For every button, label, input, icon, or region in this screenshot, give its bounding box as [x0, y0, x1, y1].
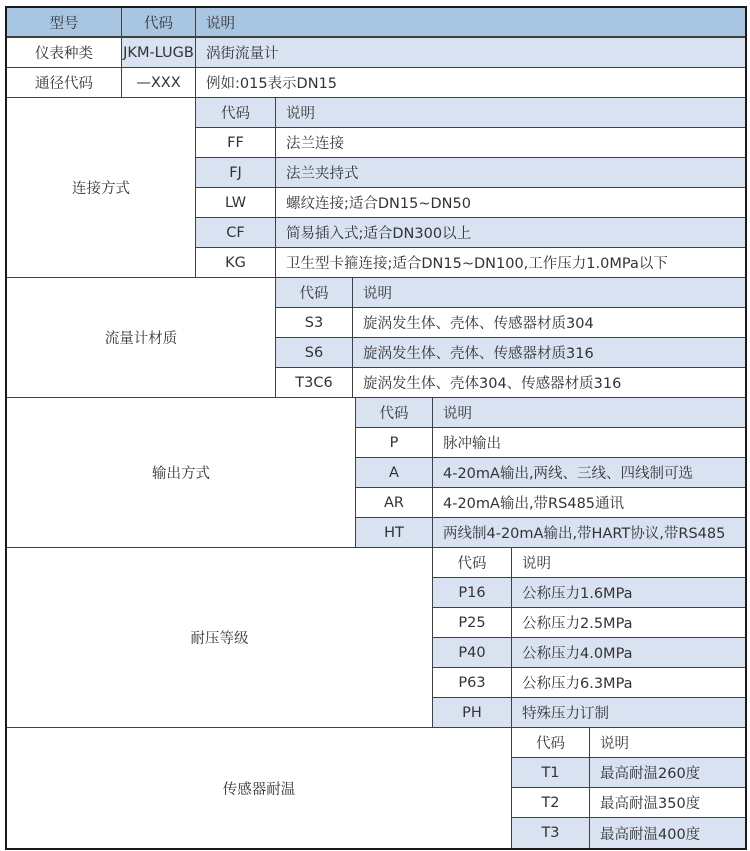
- section-label: 流量计材质: [7, 278, 276, 398]
- desc-cell: 法兰连接: [276, 128, 745, 158]
- desc-cell: 脉冲输出: [433, 428, 745, 458]
- code-cell: HT: [356, 518, 433, 548]
- nested-column-header-code: 代码: [356, 398, 433, 428]
- desc-cell: 公称压力1.6MPa: [512, 578, 745, 608]
- section-label: 传感器耐温: [7, 728, 512, 848]
- desc-cell: 最高耐温260度: [590, 758, 745, 788]
- code-cell: KG: [196, 248, 276, 278]
- section-connection-type: [7, 98, 745, 278]
- column-header-model: 型号: [7, 8, 122, 38]
- code-cell: P: [356, 428, 433, 458]
- desc-cell: 例如:015表示DN15: [196, 68, 745, 98]
- nested-header-row: [512, 728, 745, 758]
- row-label: 通径代码: [7, 68, 122, 98]
- desc-cell: 公称压力2.5MPa: [512, 608, 745, 638]
- nested-column-header-desc: 说明: [276, 98, 745, 128]
- code-cell: P16: [433, 578, 512, 608]
- code-cell: CF: [196, 218, 276, 248]
- desc-cell: 旋涡发生体、壳体304、传感器材质316: [353, 368, 745, 398]
- row-label: 仪表种类: [7, 38, 122, 68]
- desc-cell: 4-20mA输出,带RS485通讯: [433, 488, 745, 518]
- section-label: 连接方式: [7, 98, 196, 278]
- code-cell: P25: [433, 608, 512, 638]
- nested-header-row: [276, 278, 745, 308]
- table-row: [196, 218, 745, 248]
- code-cell: T3: [512, 818, 590, 848]
- nested-header-row: [433, 548, 745, 578]
- table-row: [433, 668, 745, 698]
- desc-cell: 法兰夹持式: [276, 158, 745, 188]
- nested-column-header-desc: 说明: [590, 728, 745, 758]
- code-cell: LW: [196, 188, 276, 218]
- code-cell: T2: [512, 788, 590, 818]
- desc-cell: 最高耐温350度: [590, 788, 745, 818]
- nested-header-row: [196, 98, 745, 128]
- table-row: [512, 818, 745, 848]
- section-output-type: [7, 398, 745, 548]
- table-row: [433, 578, 745, 608]
- code-cell: —XXX: [122, 68, 196, 98]
- code-cell: JKM-LUGB: [122, 38, 196, 68]
- desc-cell: 特殊压力订制: [512, 698, 745, 728]
- table-row: [433, 638, 745, 668]
- model-selection-table: [5, 6, 747, 850]
- desc-cell: 最高耐温400度: [590, 818, 745, 848]
- table-row: [433, 698, 745, 728]
- code-cell: FF: [196, 128, 276, 158]
- nested-column-header-desc: 说明: [433, 398, 745, 428]
- code-cell: T1: [512, 758, 590, 788]
- table-row: [196, 188, 745, 218]
- table-row: [512, 788, 745, 818]
- section-rows: [196, 98, 745, 278]
- code-cell: T3C6: [276, 368, 353, 398]
- section-pressure-rating: [7, 548, 745, 728]
- section-body-material: [7, 278, 745, 398]
- desc-cell: 卫生型卡箍连接;适合DN15~DN100,工作压力1.0MPa以下: [276, 248, 745, 278]
- section-sensor-temperature: [7, 728, 745, 848]
- code-cell: PH: [433, 698, 512, 728]
- nested-column-header-code: 代码: [276, 278, 353, 308]
- column-header-code: 代码: [122, 8, 196, 38]
- section-label: 耐压等级: [7, 548, 433, 728]
- section-label: 输出方式: [7, 398, 356, 548]
- table-row: [356, 458, 745, 488]
- table-row: [433, 608, 745, 638]
- row-diameter-code: [7, 68, 745, 98]
- nested-column-header-code: 代码: [512, 728, 590, 758]
- nested-column-header-code: 代码: [196, 98, 276, 128]
- nested-column-header-code: 代码: [433, 548, 512, 578]
- table-header-row: [7, 8, 745, 38]
- section-rows: [356, 398, 745, 548]
- table-row: [356, 428, 745, 458]
- desc-cell: 涡街流量计: [196, 38, 745, 68]
- code-cell: AR: [356, 488, 433, 518]
- nested-column-header-desc: 说明: [353, 278, 745, 308]
- code-cell: P40: [433, 638, 512, 668]
- table-row: [196, 248, 745, 278]
- table-row: [196, 158, 745, 188]
- table-row: [356, 488, 745, 518]
- table-row: [276, 308, 745, 338]
- code-cell: S6: [276, 338, 353, 368]
- desc-cell: 两线制4-20mA输出,带HART协议,带RS485: [433, 518, 745, 548]
- code-cell: FJ: [196, 158, 276, 188]
- section-rows: [276, 278, 745, 398]
- desc-cell: 4-20mA输出,两线、三线、四线制可选: [433, 458, 745, 488]
- table-row: [276, 368, 745, 398]
- column-header-desc: 说明: [196, 8, 745, 38]
- desc-cell: 旋涡发生体、壳体、传感器材质304: [353, 308, 745, 338]
- desc-cell: 螺纹连接;适合DN15~DN50: [276, 188, 745, 218]
- section-rows: [433, 548, 745, 728]
- code-cell: P63: [433, 668, 512, 698]
- table-row: [196, 128, 745, 158]
- desc-cell: 旋涡发生体、壳体、传感器材质316: [353, 338, 745, 368]
- table-row: [276, 338, 745, 368]
- nested-header-row: [356, 398, 745, 428]
- nested-column-header-desc: 说明: [512, 548, 745, 578]
- desc-cell: 公称压力4.0MPa: [512, 638, 745, 668]
- code-cell: S3: [276, 308, 353, 338]
- code-cell: A: [356, 458, 433, 488]
- section-rows: [512, 728, 745, 848]
- desc-cell: 公称压力6.3MPa: [512, 668, 745, 698]
- table-row: [356, 518, 745, 548]
- desc-cell: 简易插入式;适合DN300以上: [276, 218, 745, 248]
- table-row: [512, 758, 745, 788]
- row-instrument-type: [7, 38, 745, 68]
